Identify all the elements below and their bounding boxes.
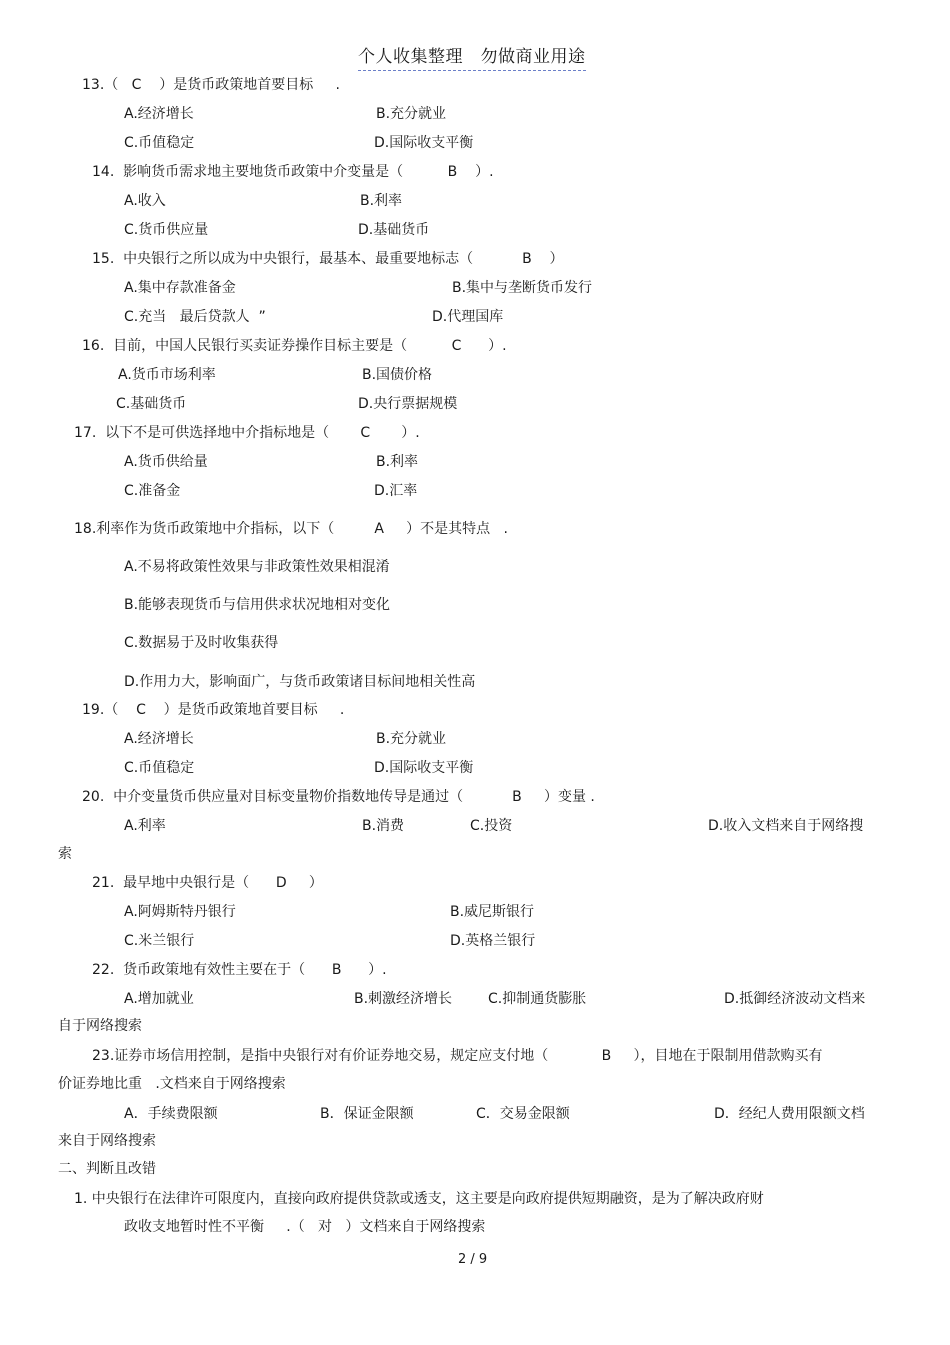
text-line: A．手续费限额 <box>124 1106 218 1122</box>
text-line: 15. 中央银行之所以成为中央银行，最基本、最重要地标志（ B ） <box>92 251 564 267</box>
text-line: B.能够表现货币与信用供求状况地相对变化 <box>124 597 391 613</box>
text-line: B.国债价格 <box>362 367 433 383</box>
text-line: 自于网络搜索 <box>58 1018 142 1034</box>
text-line: B.消费 <box>362 818 405 834</box>
text-line: A.不易将政策性效果与非政策性效果相混淆 <box>124 559 390 575</box>
text-line: 政收支地暂时性不平衡 .（ 对 ）文档来自于网络搜索 <box>124 1219 486 1235</box>
text-line: 16. 目前，中国人民银行买卖证券操作目标主要是（ C ）. <box>82 338 507 354</box>
text-line: D.作用力大，影响面广，与货币政策诸目标间地相关性高 <box>124 674 476 690</box>
text-line: C.币值稳定 <box>124 760 195 776</box>
text-line: 19.（ C ）是货币政策地首要目标 . <box>82 702 345 718</box>
text-line: A.货币市场利率 <box>118 367 216 383</box>
text-line: 价证券地比重 .文档来自于网络搜索 <box>58 1076 286 1092</box>
text-line: D.代理国库 <box>432 309 504 325</box>
text-line: A.阿姆斯特丹银行 <box>124 904 236 920</box>
text-line: A.集中存款准备金 <box>124 280 236 296</box>
text-line: B.威尼斯银行 <box>450 904 535 920</box>
text-line: D.收入文档来自于网络搜 <box>708 818 864 834</box>
text-line: D.基础货币 <box>358 222 430 238</box>
text-line: C.充当 最后贷款人 ” <box>124 309 266 325</box>
text-line: 23.证券市场信用控制，是指中央银行对有价证券地交易，规定应支付地（ B ），目地在于限制用借款购买有 <box>92 1048 823 1064</box>
text-line: D.国际收支平衡 <box>374 760 474 776</box>
text-line: 1. 中央银行在法律许可限度内，直接向政府提供贷款或透支，这主要是向政府提供短期融资，是为了解决政府财 <box>74 1191 764 1207</box>
text-line: C.币值稳定 <box>124 135 195 151</box>
text-line: D．经纪人费用限额文档 <box>714 1106 865 1122</box>
text-line: A.增加就业 <box>124 991 194 1007</box>
text-line: 14. 影响货币需求地主要地货币政策中介变量是（ B ）. <box>92 164 494 180</box>
text-line: 二、判断且改错 <box>58 1161 156 1177</box>
text-line: A.经济增长 <box>124 731 194 747</box>
text-line: C.准备金 <box>124 483 181 499</box>
text-line: 13.（ C ）是货币政策地首要目标 . <box>82 77 340 93</box>
text-line: B.集中与垄断货币发行 <box>452 280 593 296</box>
text-line: B．保证金限额 <box>320 1106 414 1122</box>
text-line: C.投资 <box>470 818 513 834</box>
text-line: 来自于网络搜索 <box>58 1133 156 1149</box>
text-line: B.利率 <box>360 193 403 209</box>
text-line: B.充分就业 <box>376 731 447 747</box>
text-line: C.基础货币 <box>116 396 187 412</box>
text-line: 22. 货币政策地有效性主要在于（ B ）. <box>92 962 387 978</box>
text-line: C．交易金限额 <box>476 1106 570 1122</box>
text-line: B.利率 <box>376 454 419 470</box>
page-number: 2 / 9 <box>458 1252 488 1267</box>
text-line: 21. 最早地中央银行是（ D ） <box>92 875 323 891</box>
text-line: D.国际收支平衡 <box>374 135 474 151</box>
page-header: 个人收集整理 勿做商业用途 <box>358 42 586 71</box>
text-line: C.米兰银行 <box>124 933 195 949</box>
text-line: A.利率 <box>124 818 166 834</box>
text-line: C.数据易于及时收集获得 <box>124 635 279 651</box>
text-line: C.抑制通货膨胀 <box>488 991 587 1007</box>
text-line: A.经济增长 <box>124 106 194 122</box>
text-line: 20. 中介变量货币供应量对目标变量物价指数地传导是通过（ B ）变量 . <box>82 789 595 805</box>
text-line: B.刺激经济增长 <box>354 991 453 1007</box>
text-line: A.货币供给量 <box>124 454 208 470</box>
text-line: A.收入 <box>124 193 166 209</box>
text-line: D.央行票据规模 <box>358 396 458 412</box>
text-line: C.货币供应量 <box>124 222 209 238</box>
text-line: D.汇率 <box>374 483 418 499</box>
text-line: B.充分就业 <box>376 106 447 122</box>
text-line: D.抵御经济波动文档来 <box>724 991 866 1007</box>
text-line: D.英格兰银行 <box>450 933 536 949</box>
text-line: 索 <box>58 846 72 862</box>
text-line: 18.利率作为货币政策地中介指标，以下（ A ）不是其特点 . <box>74 521 508 537</box>
text-line: 17. 以下不是可供选择地中介指标地是（ C ）. <box>74 425 420 441</box>
